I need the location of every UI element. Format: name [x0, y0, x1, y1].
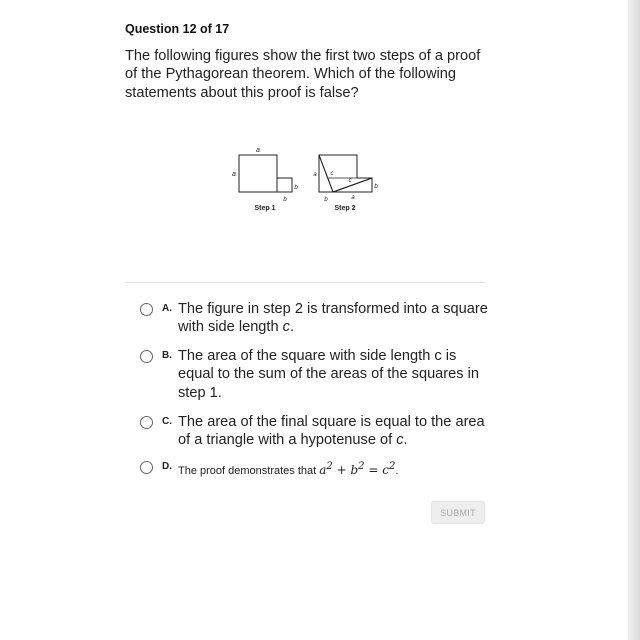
step2-label: Step 2	[334, 205, 356, 212]
option-c-math: c	[396, 432, 404, 449]
window-edge	[628, 0, 640, 640]
step2-label-c-right: c	[348, 178, 352, 184]
step1-label-b-right: b	[294, 185, 298, 191]
math-b-exp: 2	[358, 461, 365, 472]
option-d-text: The proof demonstrates that	[178, 465, 320, 477]
pythagorean-proof-figure	[225, 140, 395, 220]
option-letter-d: D.	[162, 461, 172, 472]
step1-label-a-left: a	[232, 171, 236, 178]
option-a-period: .	[289, 319, 295, 336]
step2-label-a-bottom: a	[351, 195, 355, 201]
step2-label-c-left: c	[330, 171, 334, 177]
option-d-period: .	[395, 465, 399, 477]
option-c-text: The area of the final square is equal to the area of a triangle with a hypotenuse of	[178, 414, 485, 449]
option-text-d	[178, 458, 478, 480]
step2-figure	[313, 155, 378, 212]
step1-label-a-top: a	[256, 147, 260, 154]
step1-label: Step 1	[254, 205, 276, 212]
square-b	[277, 178, 292, 192]
step2-label-b-bottom: b	[324, 197, 328, 203]
question-number: Question 12 of 17	[125, 22, 230, 36]
math-c-exp: 2	[388, 461, 396, 472]
option-letter-c: C.	[162, 416, 172, 427]
math-equals: =	[364, 463, 383, 477]
submit-button[interactable]: SUBMIT	[431, 501, 485, 524]
step2-label-b-right: b	[374, 184, 378, 190]
option-text-c	[178, 413, 488, 450]
radio-button-c[interactable]	[140, 416, 153, 429]
math-plus: +	[332, 463, 351, 477]
math-b: b	[350, 463, 359, 477]
option-letter-a: A.	[162, 303, 172, 314]
step1-label-b-bottom: b	[283, 197, 287, 203]
step2-label-a-left: a	[313, 172, 317, 178]
math-a-exp: 2	[326, 461, 333, 472]
radio-button-a[interactable]	[140, 303, 153, 316]
pythagorean-equation	[319, 463, 395, 477]
option-text-a	[178, 300, 488, 337]
divider	[125, 282, 485, 283]
radio-button-d[interactable]	[140, 461, 153, 474]
option-a-math: c	[282, 319, 290, 336]
question-text: The following figures show the first two steps of a proof of the Pythagorean theorem. Which of the following statements about this proof is false?	[125, 48, 481, 101]
math-a: a	[319, 463, 327, 477]
option-c-period: .	[403, 432, 408, 449]
option-text-b: The area of the square with side length c is equal to the sum of the areas of the squares in step 1.	[178, 348, 479, 401]
radio-button-b[interactable]	[140, 350, 153, 363]
option-a-text: The figure in step 2 is transformed into a square with side length	[178, 301, 488, 336]
step1-figure	[232, 147, 298, 212]
square-a	[239, 155, 277, 192]
math-c: c	[382, 463, 389, 477]
option-letter-b: B.	[162, 350, 172, 361]
